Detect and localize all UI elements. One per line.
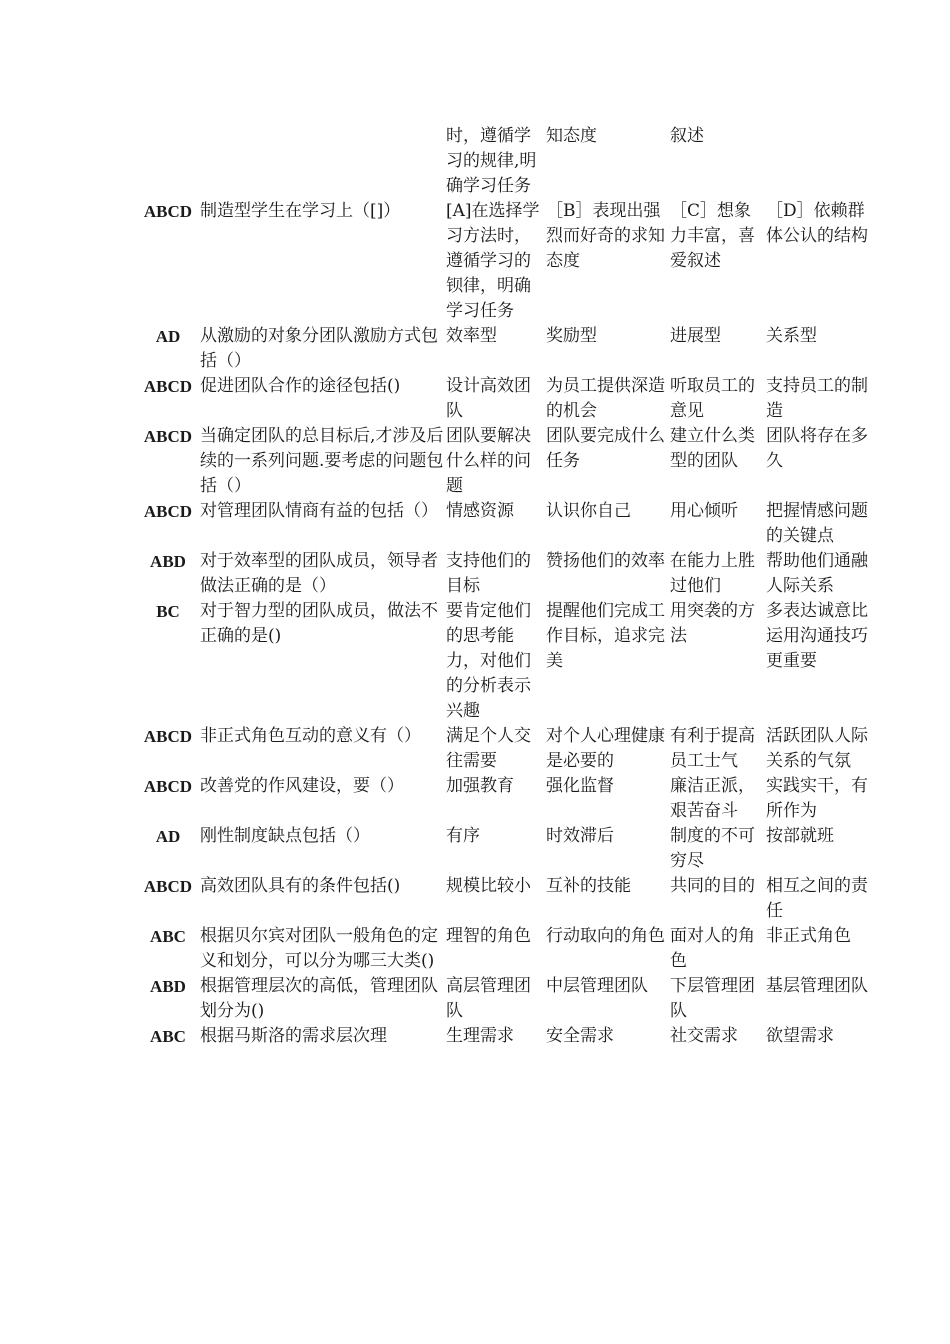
answer-key: ABC <box>150 927 186 946</box>
option-b: 时效滞后 <box>546 826 614 846</box>
question-text: 改善党的作风建设，要（） <box>200 776 404 796</box>
option-c: 社交需求 <box>670 1026 738 1046</box>
option-c: 用突袭的方法 <box>670 601 755 646</box>
option-c: 进展型 <box>670 326 721 346</box>
option-c: 廉洁正派，艰苦奋斗 <box>670 776 755 821</box>
answer-key: ABD <box>150 977 186 996</box>
option-d: 基层管理团队 <box>766 976 868 996</box>
option-c: 在能力上胜过他们 <box>670 551 755 596</box>
question-text: 根据贝尔宾对团队一般角色的定义和划分，可以分为哪三大类() <box>200 926 438 971</box>
option-d: 多表达诚意比运用沟通技巧更重要 <box>766 601 868 671</box>
option-d: 把握情感问题的关键点 <box>766 501 868 546</box>
answer-key <box>136 124 200 199</box>
question-text: 根据马斯洛的需求层次理 <box>200 1026 387 1046</box>
answer-key: ABC <box>150 1027 186 1046</box>
option-b: 提醒他们完成工作目标，追求完美 <box>546 601 665 671</box>
option-a: 支持他们的目标 <box>446 551 531 596</box>
table-row <box>136 774 876 824</box>
option-a: 团队要解决什么样的问题 <box>446 426 531 496</box>
option-b: 中层管理团队 <box>546 976 648 996</box>
question-text: 根据管理层次的高低，管理团队划分为() <box>200 976 438 1021</box>
option-d: 按部就班 <box>766 826 834 846</box>
answer-key: ABCD <box>143 877 193 896</box>
option-d: 活跃团队人际关系的气氛 <box>766 726 868 771</box>
option-b: 互补的技能 <box>546 876 631 896</box>
table-row <box>136 124 876 199</box>
option-c: 制度的不可穷尽 <box>670 826 755 871</box>
option-d: 相互之间的责任 <box>766 876 868 921</box>
answer-key: ABD <box>150 552 186 571</box>
option-c: 建立什么类型的团队 <box>670 426 755 471</box>
option-b: 为员工提供深造的机会 <box>546 376 665 421</box>
question-text: 对管理团队情商有益的包括（） <box>200 501 438 521</box>
option-a: 规模比较小 <box>446 876 531 896</box>
option-b: 强化监督 <box>546 776 614 796</box>
option-a: 理智的角色 <box>446 926 531 946</box>
option-d: 支持员工的制造 <box>766 376 868 421</box>
question-text <box>200 124 446 199</box>
table-row <box>136 374 876 424</box>
answer-key: AD <box>155 827 181 846</box>
option-b: 知态度 <box>546 126 597 146</box>
option-b: 安全需求 <box>546 1026 614 1046</box>
option-d: 关系型 <box>766 326 817 346</box>
option-a: [A]在选择学习方法时，遵循学习的钡律，明确学习任务 <box>446 201 540 321</box>
question-text: 从激励的对象分团队激励方式包括（） <box>200 326 438 371</box>
table-row <box>136 874 876 924</box>
answer-key: AD <box>155 327 181 346</box>
option-b: 团队要完成什么任务 <box>546 426 665 471</box>
option-c: 共同的目的 <box>670 876 755 896</box>
option-b: 奖励型 <box>546 326 597 346</box>
answer-key: ABCD <box>143 727 193 746</box>
table-row <box>136 974 876 1024</box>
table-row <box>136 724 876 774</box>
option-a: 效率型 <box>446 326 497 346</box>
option-a: 加强教育 <box>446 776 514 796</box>
table-row <box>136 824 876 874</box>
answer-key: ABCD <box>143 202 193 221</box>
option-b: 行动取向的角色 <box>546 926 665 946</box>
option-d: 团队将存在多久 <box>766 426 868 471</box>
option-a: 满足个人交往需要 <box>446 726 531 771</box>
question-text: 高效团队具有的条件包括() <box>200 876 401 896</box>
option-a: 情感资源 <box>446 501 514 521</box>
table-row <box>136 549 876 599</box>
option-a: 设计高效团队 <box>446 376 531 421</box>
table-row <box>136 1024 876 1049</box>
question-text: 刚性制度缺点包括（） <box>200 826 370 846</box>
option-c: 叙述 <box>670 126 704 146</box>
option-b: 对个人心理健康是必要的 <box>546 726 665 771</box>
option-c: 听取员工的意见 <box>670 376 755 421</box>
question-text: 对于智力型的团队成员，做法不正确的是() <box>200 601 438 646</box>
option-d: 非正式角色 <box>766 926 851 946</box>
option-d: 帮助他们通融人际关系 <box>766 551 868 596</box>
option-a: 时，遵循学习的规律,明确学习任务 <box>446 126 537 196</box>
answer-key: ABCD <box>143 777 193 796</box>
option-d: ［D］依赖群体公认的结构 <box>766 201 868 246</box>
option-d: 欲望需求 <box>766 1026 834 1046</box>
option-c: ［C］想象力丰富，喜爱叙述 <box>670 201 755 271</box>
option-c: 面对人的角色 <box>670 926 755 971</box>
answer-key: ABCD <box>143 427 193 446</box>
option-c: 用心倾听 <box>670 501 738 521</box>
option-c: 下层管理团队 <box>670 976 755 1021</box>
question-text: 对于效率型的团队成员，领导者做法正确的是（） <box>200 551 438 596</box>
question-table <box>136 124 876 1049</box>
question-text: 非正式角色互动的意义有（） <box>200 726 421 746</box>
option-b: 赞扬他们的效率 <box>546 551 665 571</box>
answer-key: ABCD <box>143 377 193 396</box>
option-a: 生理需求 <box>446 1026 514 1046</box>
table-row <box>136 599 876 724</box>
question-text: 制造型学生在学习上（[]） <box>200 201 401 221</box>
answer-key: ABCD <box>143 502 193 521</box>
option-a: 高层管理团队 <box>446 976 531 1021</box>
table-row <box>136 424 876 499</box>
option-d <box>766 124 876 199</box>
table-row <box>136 199 876 324</box>
table-row <box>136 324 876 374</box>
option-b: 认识你自己 <box>546 501 631 521</box>
question-text: 促进团队合作的途径包括() <box>200 376 401 396</box>
question-text: 当确定团队的总目标后,才涉及后续的一系列问题.要考虑的问题包括（） <box>200 426 444 496</box>
option-b: ［B］表现出强烈而好奇的求知态度 <box>546 201 665 271</box>
option-a: 要肯定他们的思考能力，对他们的分析表示兴趣 <box>446 601 531 721</box>
option-c: 有利于提高员工士气 <box>670 726 755 771</box>
question-table-body <box>136 124 876 1049</box>
table-row <box>136 924 876 974</box>
option-a: 有序 <box>446 826 480 846</box>
option-d: 实践实干，有所作为 <box>766 776 868 821</box>
answer-key: BC <box>156 602 180 621</box>
table-row <box>136 499 876 549</box>
